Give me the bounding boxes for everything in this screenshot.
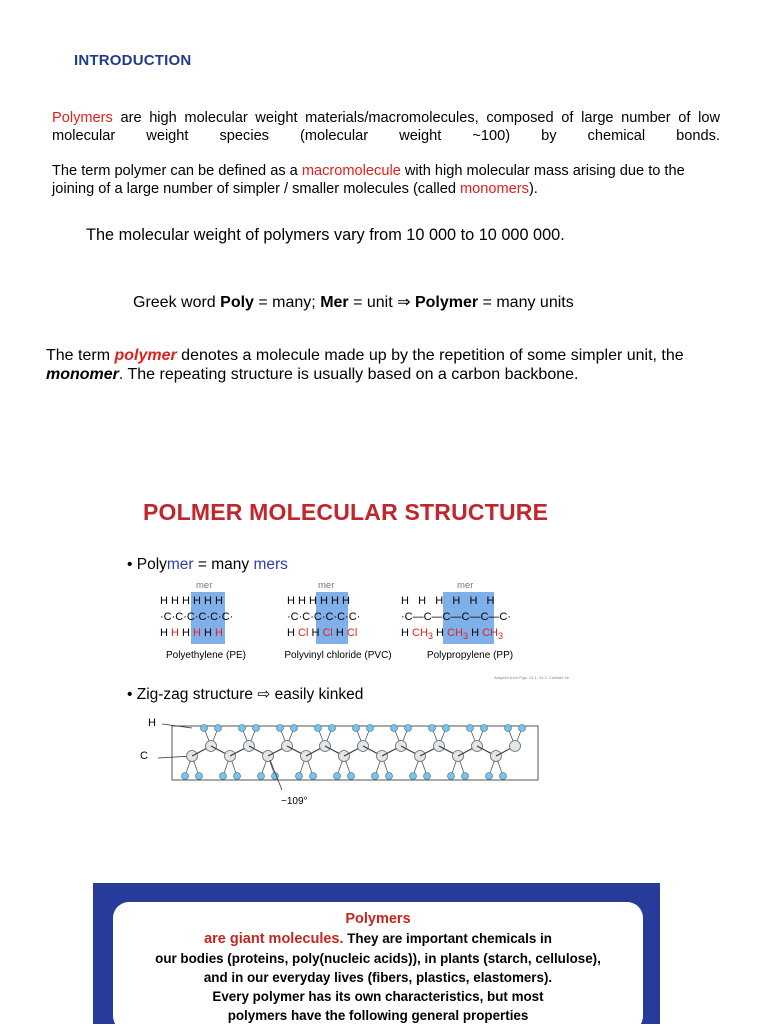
pp-structure [401, 593, 511, 644]
hydrogen-atom [315, 725, 322, 732]
hydrogen-atom [386, 773, 393, 780]
hydrogen-atom [253, 725, 260, 732]
hydrogen-atom [443, 725, 450, 732]
c-backbone: ·C—C—C—C—C—C· [401, 611, 511, 623]
term-mer: Mer [320, 294, 349, 311]
bond-angle-label: ~109° [281, 796, 308, 807]
mer-label: mer [457, 580, 474, 591]
h-cl-row: H Cl H Cl H Cl [287, 627, 358, 639]
hydrogen-atom [500, 773, 507, 780]
card-line-1 [113, 929, 643, 949]
section-heading: INTRODUCTION [74, 52, 192, 69]
term-macromolecule: macromolecule [301, 163, 401, 179]
carbon-atom [510, 741, 521, 752]
hydrogen-atom [424, 773, 431, 780]
hydrogen-atom [348, 773, 355, 780]
polyethylene-label: Polyethylene (PE) [165, 650, 247, 661]
term-polymer-italic: polymer [114, 347, 177, 364]
zigzag-diagram [150, 718, 550, 808]
hydrogen-atom [448, 773, 455, 780]
text-segment: Greek word [133, 294, 221, 311]
hydrogen-atom [291, 725, 298, 732]
hydrogen-atom [405, 725, 412, 732]
text-segment: = unit ⇒ [348, 294, 415, 311]
card-highlight: are giant molecules. [204, 931, 344, 947]
term-polymers: Polymers [52, 110, 113, 126]
hydrogen-atom [234, 773, 241, 780]
hydrogen-atom [215, 725, 222, 732]
figure-credit: Adapted from Figs. 14.1, 14.2, Callister 6e. [494, 675, 571, 680]
hydrogen-atom [353, 725, 360, 732]
h-atom-label: H [148, 717, 156, 729]
polymers-summary-card [113, 902, 643, 1032]
h-row: H H H H H H [160, 627, 223, 639]
text-segment: Zig-zag structure ⇨ easily kinked [136, 686, 364, 703]
c-backbone: ·C·C·C·C·C·C· [287, 611, 361, 623]
term-monomers: monomers [460, 181, 529, 197]
h-row: H H H H H H [401, 595, 495, 607]
text-segment: = many units [478, 294, 574, 311]
text-segment: denotes a molecule made up by the repetition of some simpler unit, the [176, 347, 684, 364]
term-poly: Poly [220, 294, 254, 311]
text-segment: . The repeating structure is usually based on a carbon backbone. [118, 366, 579, 383]
card-line-3: and in our everyday lives (fibers, plastics, elastomers). [203, 970, 553, 985]
c-atom-label: C [140, 750, 148, 762]
macromolecule-paragraph [52, 162, 720, 198]
text-segment: The term [46, 347, 115, 364]
bullet-zigzag: • Zig-zag structure ⇨ easily kinked [127, 686, 364, 703]
zigzag-chain [182, 725, 526, 780]
hydrogen-atom [277, 725, 284, 732]
polymer-monomer-paragraph [46, 346, 736, 384]
text-segment: with high molecular mass arising due to the joining of a large number of simpler / smaller molecules (called [52, 163, 685, 197]
hydrogen-atom [329, 725, 336, 732]
card-line-4: Every polymer has its own characteristics, but most [212, 989, 544, 1004]
hydrogen-atom [239, 725, 246, 732]
bullet-polymer-many-mers: • Polymer = many mers [127, 556, 288, 573]
molecular-weight-range: The molecular weight of polymers vary from 10 000 to 10 000 000. [86, 226, 565, 244]
hydrogen-atom [334, 773, 341, 780]
text-segment: = many [193, 556, 254, 573]
hydrogen-atom [296, 773, 303, 780]
text-segment: They are important chemicals in [343, 931, 552, 946]
pvc-label: Polyvinyl chloride (PVC) [284, 650, 392, 661]
greek-word-etymology [133, 292, 574, 312]
text-segment: Poly [136, 556, 167, 573]
hydrogen-atom [201, 725, 208, 732]
hydrogen-atom [429, 725, 436, 732]
polymer-definition-paragraph [52, 109, 720, 145]
hydrogen-atom [220, 773, 227, 780]
h-row: H H H H H H [160, 595, 223, 607]
term-monomer-italic: monomer [46, 366, 119, 383]
card-line-5: polymers have the following general properties [227, 1008, 529, 1023]
hydrogen-atom [462, 773, 469, 780]
mer-label: mer [318, 580, 335, 591]
text-segment: mer [166, 556, 194, 573]
hydrogen-atom [258, 773, 265, 780]
hydrogen-atom [467, 725, 474, 732]
h-row: H H H H H H [287, 595, 350, 607]
text-segment: = many; [253, 294, 321, 311]
hydrogen-atom [486, 773, 493, 780]
text-segment: ). [528, 181, 538, 197]
hydrogen-atom [310, 773, 317, 780]
definition-text: are high molecular weight materials/macromolecules, composed of large number of low molecular weight species (molecular weight ~100) by chemical bonds. [52, 110, 720, 144]
term-polymer: Polymer [414, 294, 479, 311]
text-segment: The term polymer can be defined as a [52, 163, 302, 179]
hydrogen-atom [372, 773, 379, 780]
card-title: Polymers [345, 911, 411, 927]
hydrogen-atom [519, 725, 526, 732]
mer-label: mer [196, 580, 213, 591]
c-backbone: ·C·C·C·C·C·C· [160, 611, 234, 623]
hydrogen-atom [182, 773, 189, 780]
card-line-2: our bodies (proteins, poly(nucleic acids)), in plants (starch, cellulose), [155, 951, 601, 966]
polypropylene-label: Polypropylene (PP) [426, 650, 514, 661]
h-ch3-row: H $CH_3$ H $CH_3$ H $CH_3$ [401, 627, 504, 642]
slide-title: POLMER MOLECULAR STRUCTURE [143, 499, 549, 525]
pe-structure [160, 593, 233, 641]
hydrogen-atom [367, 725, 374, 732]
hydrogen-atom [410, 773, 417, 780]
term-mers: mers [253, 556, 288, 573]
hydrogen-atom [481, 725, 488, 732]
hydrogen-atom [505, 725, 512, 732]
hydrogen-atom [391, 725, 398, 732]
hydrogen-atom [196, 773, 203, 780]
pvc-structure [287, 593, 360, 641]
